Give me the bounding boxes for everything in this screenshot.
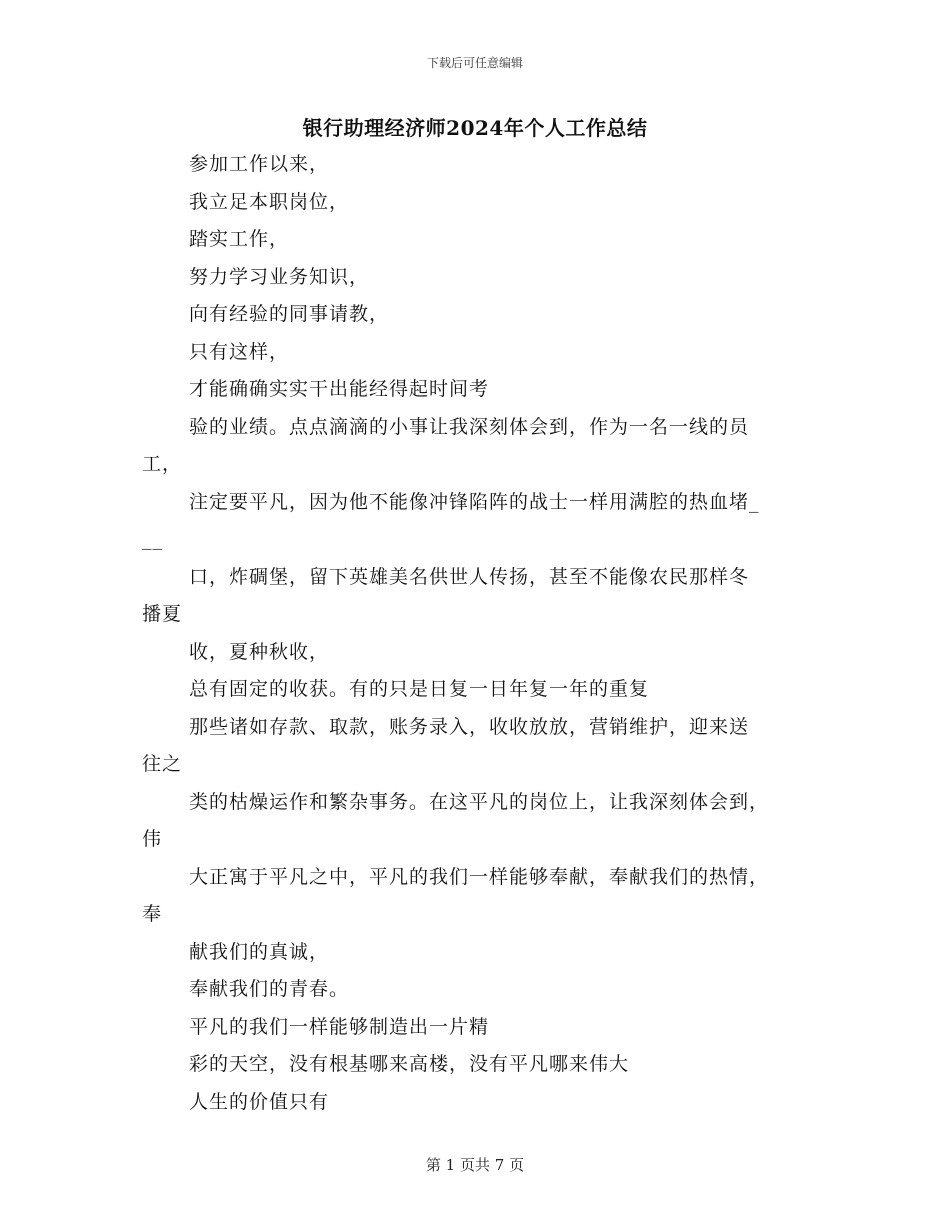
text-line: 类的枯燥运作和繁杂事务。在这平凡的岗位上，让我深刻体会到， [189, 790, 770, 813]
text-line: 才能确确实实干出能经得起时间考 [189, 378, 490, 400]
text-line: 验的业绩。点点滴滴的小事让我深刻体会到，作为一名一线的员 [189, 415, 750, 438]
document-body [142, 146, 812, 1121]
text-line: 奉献我们的青春。 [189, 978, 350, 1000]
text-line: 向有经验的同事请教， [189, 303, 390, 325]
text-line: 往之 [142, 753, 183, 775]
text-line: 平凡的我们一样能够制造出一片精 [189, 1015, 490, 1038]
text-line: 参加工作以来， [189, 153, 330, 175]
document-title: 银行助理经济师2024年个人工作总结 [302, 116, 648, 140]
text-line: 只有这样， [189, 340, 290, 363]
text-line: 彩的天空，没有根基哪来高楼，没有平凡哪来伟大 [189, 1053, 630, 1075]
page-footer: 第 1 页共 7 页 [425, 1156, 525, 1174]
text-line: 努力学习业务知识， [189, 265, 370, 288]
text-line: 总有固定的收获。有的只是日复一日年复一年的重复 [189, 678, 650, 700]
text-line: 伟 [142, 828, 163, 850]
text-line: 注定要平凡，因为他不能像冲锋陷阵的战士一样用满腔的热血堵_ [189, 490, 760, 513]
text-line: __ [142, 528, 163, 550]
text-line: 踏实工作， [189, 228, 290, 250]
header-note: 下载后可任意编辑 [426, 56, 523, 70]
text-line: 我立足本职岗位， [189, 190, 350, 213]
text-line: 工， [142, 453, 183, 475]
text-line: 那些诸如存款、取款，账务录入，收收放放，营销维护，迎来送 [189, 715, 750, 738]
text-line: 口，炸碉堡，留下英雄美名供世人传扬，甚至不能像农民那样冬 [189, 565, 750, 588]
text-line: 人生的价值只有 [189, 1090, 330, 1113]
text-line: 播夏 [142, 603, 183, 625]
text-line: 大正寓于平凡之中，平凡的我们一样能够奉献，奉献我们的热情， [189, 865, 770, 888]
text-line: 献我们的真诚， [189, 940, 330, 963]
text-line: 奉 [142, 903, 163, 925]
text-line: 收，夏种秋收， [189, 640, 330, 663]
